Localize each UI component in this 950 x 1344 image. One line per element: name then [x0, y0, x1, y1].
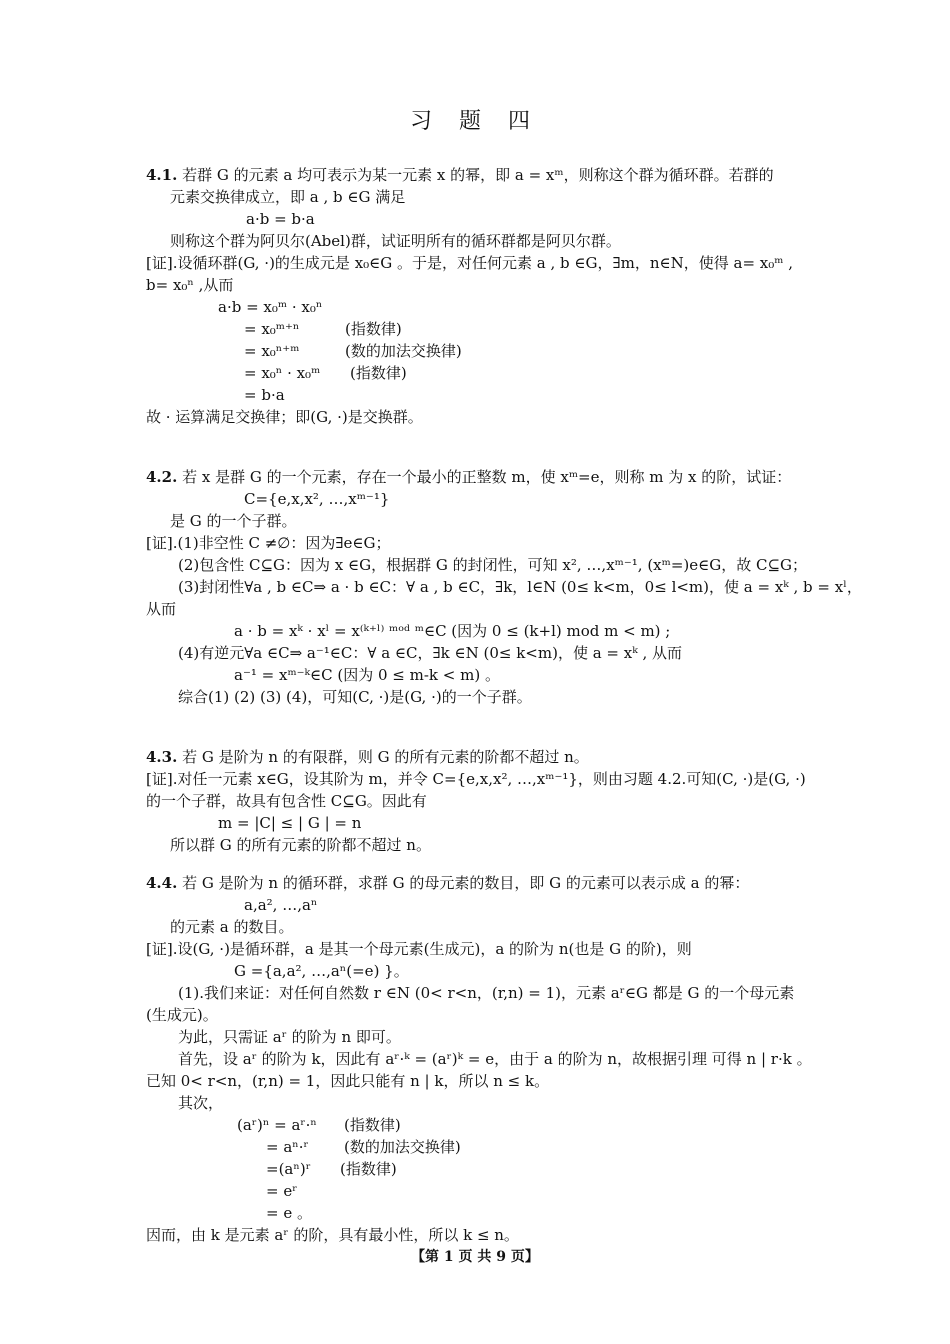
proof-4-4-note-2: (数的加法交换律): [344, 1138, 461, 1156]
proof-4-1-eq-4: = x₀ⁿ · x₀ᵐ: [244, 364, 321, 382]
problem-number: 4.3.: [146, 748, 178, 766]
proof-4-3-line-1: [证].对任一元素 x∈G，设其阶为 m，并令 C={e,x,x², …,xᵐ⁻¹}，则由习题 4.2.可知(C, ·)是(G, ·): [146, 770, 806, 788]
proof-4-1-note-2: (指数律): [345, 320, 402, 338]
problem-number: 4.1.: [146, 166, 178, 184]
proof-4-4-note-1: (指数律): [344, 1116, 401, 1134]
proof-4-4-line-7: (生成元)。: [146, 1006, 218, 1024]
problem-4-2-line-1: 4.2. 若 x 是群 G 的一个元素，存在一个最小的正整数 m，使 xᵐ=e，则称 m 为 x 的阶，试证：: [146, 468, 792, 486]
problem-4-2-line-3: 是 G 的一个子群。: [170, 512, 297, 530]
proof-4-4-eq-2: = aⁿ·ʳ: [266, 1138, 309, 1156]
proof-4-1-conclusion: 故 · 运算满足交换律；即(G, ·)是交换群。: [146, 408, 423, 426]
problem-number: 4.4.: [146, 874, 178, 892]
proof-4-4-line-9: 首先，设 aʳ 的阶为 k，因此有 aʳ·ᵏ = (aʳ)ᵏ = e，由于 a 的阶为 n，故根据引理 可得 n | r·k 。: [178, 1050, 812, 1068]
proof-4-4-set: G ={a,a², …,aⁿ(=e) }。: [234, 962, 409, 980]
proof-4-3-line-2: 的一个子群，故具有包含性 C⊆G。因此有: [146, 792, 427, 810]
proof-4-2-step-3: (3)封闭性∀a , b ∈C⇒ a · b ∈C：∀ a , b ∈C，∃k，l∈N (0≤ k<m，0≤ l<m)，使 a = xᵏ , b = xˡ，: [178, 578, 862, 596]
proof-4-4-conclusion: 因而，由 k 是元素 aʳ 的阶，具有最小性，所以 k ≤ n。: [146, 1226, 519, 1244]
proof-4-4-eq-4: = eʳ: [266, 1182, 298, 1200]
proof-4-1-eq-5: = b·a: [244, 386, 285, 404]
proof-4-4-line-11: 其次，: [178, 1094, 224, 1112]
problem-number: 4.2.: [146, 468, 178, 486]
problem-4-1-line-1: 4.1. 若群 G 的元素 a 均可表示为某一元素 x 的幂，即 a = xᵐ，则称这个群为循环群。若群的: [146, 166, 774, 184]
proof-4-2-conclusion: 综合(1) (2) (3) (4)，可知(C, ·)是(G, ·)的一个子群。: [178, 688, 532, 706]
proof-4-4-eq-1: (aʳ)ⁿ = aʳ·ⁿ: [237, 1116, 317, 1134]
problem-4-1-line-4: 则称这个群为阿贝尔(Abel)群，试证明所有的循环群都是阿贝尔群。: [170, 232, 621, 250]
proof-4-4-note-3: (指数律): [340, 1160, 397, 1178]
problem-4-4-line-3: 的元素 a 的数目。: [170, 918, 294, 936]
problem-4-4-line-1: 4.4. 若 G 是阶为 n 的循环群，求群 G 的母元素的数目，即 G 的元素可以表示成 a 的幂：: [146, 874, 750, 892]
proof-4-2-eq-1: a · b = xᵏ · xˡ = x⁽ᵏ⁺ˡ⁾ ᵐᵒᵈ ᵐ∈C (因为 0 ≤ (k+l) mod m < m) ;: [234, 622, 671, 640]
proof-4-1-line-2: b= x₀ⁿ ,从而: [146, 276, 234, 294]
proof-4-4-step-1: (1).我们来证：对任何自然数 r ∈N (0< r<n，(r,n) = 1)，元素 aʳ∈G 都是 G 的一个母元素: [178, 984, 795, 1002]
proof-4-2-line-7: 从而: [146, 600, 177, 618]
proof-4-2-step-4: (4)有逆元∀a ∈C⇒ a⁻¹∈C：∀ a ∈C，∃k ∈N (0≤ k<m)，使 a = xᵏ , 从而: [178, 644, 683, 662]
proof-4-4-line-10: 已知 0< r<n，(r,n) = 1，因此只能有 n | k，所以 n ≤ k。: [146, 1072, 550, 1090]
proof-4-1-note-3: (数的加法交换律): [345, 342, 462, 360]
page-title: 习 题 四: [410, 109, 540, 134]
proof-4-4-eq-5: = e 。: [266, 1204, 312, 1222]
proof-4-3-conclusion: 所以群 G 的所有元素的阶都不超过 n。: [170, 836, 431, 854]
proof-4-1-eq-3: = x₀ⁿ⁺ᵐ: [244, 342, 300, 360]
proof-4-2-step-2: (2)包含性 C⊆G：因为 x ∈G，根据群 G 的封闭性，可知 x², …,xᵐ⁻¹, (xᵐ=)e∈G，故 C⊆G；: [178, 556, 808, 574]
proof-4-1-eq-2: = x₀ᵐ⁺ⁿ: [244, 320, 300, 338]
problem-4-1-line-2: 元素交换律成立，即 a , b ∈G 满足: [170, 188, 406, 206]
proof-4-1-note-4: (指数律): [350, 364, 407, 382]
problem-4-4-powers: a,a², …,aⁿ: [244, 896, 318, 914]
proof-4-1-eq-1: a·b = x₀ᵐ · x₀ⁿ: [218, 298, 323, 316]
proof-4-2-step-1: [证].(1)非空性 C ≠∅：因为∃e∈G；: [146, 534, 391, 552]
proof-4-4-eq-3: =(aⁿ)ʳ: [266, 1160, 311, 1178]
proof-4-3-eq: m = |C| ≤ | G | = n: [218, 814, 362, 832]
proof-4-2-eq-2: a⁻¹ = xᵐ⁻ᵏ∈C (因为 0 ≤ m-k < m) 。: [234, 666, 500, 684]
problem-4-1-equation: a·b = b·a: [246, 210, 315, 228]
proof-4-4-line-8: 为此，只需证 aʳ 的阶为 n 即可。: [178, 1028, 401, 1046]
page-footer: 【第 1 页 共 9 页】: [411, 1249, 539, 1265]
problem-4-3-line-1: 4.3. 若 G 是阶为 n 的有限群，则 G 的所有元素的阶都不超过 n。: [146, 748, 589, 766]
problem-4-2-set: C={e,x,x², …,xᵐ⁻¹}: [244, 490, 390, 508]
proof-4-1-line-1: [证].设循环群(G, ·)的生成元是 x₀∈G 。于是，对任何元素 a , b ∈G，∃m，n∈N，使得 a= x₀ᵐ ,: [146, 254, 794, 272]
proof-4-4-line-1: [证].设(G, ·)是循环群，a 是其一个母元素(生成元)，a 的阶为 n(也是 G 的阶)，则: [146, 940, 692, 958]
